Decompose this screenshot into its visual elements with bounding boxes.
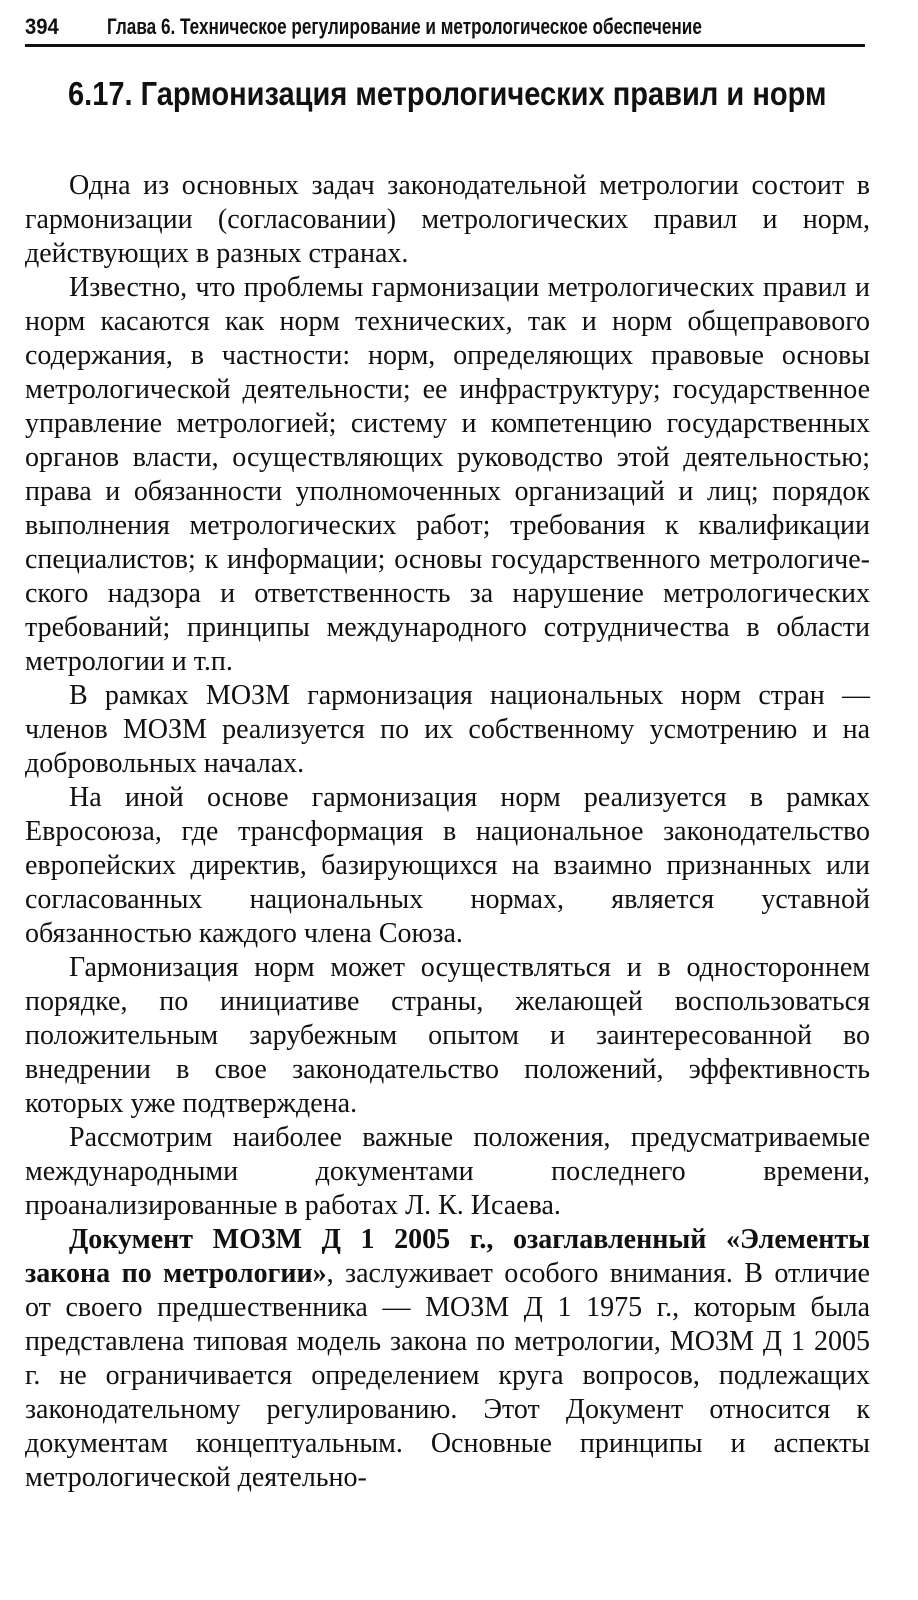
paragraph xyxy=(25,1223,870,1495)
paragraph: Известно, что проблемы гармонизации метрологических правил и норм касаются как норм технических, так и норм общеправового содержания, в частности: норм, определяющих правовые основы метрологической деятельности; ее инфраструктуру; государственное управление метрологией; систему и компетенцию государственных органов власти, осуществляющих руководство этой деятельностью; права и обязанности уполномоченных организаций и лиц; порядок выполнения метрологических работ; требования к квалификации специалистов; к информации; основы государственного метрологического надзора и ответственность за нарушение метрологических требований; принципы международного сотрудничества в области метрологии и т.п. xyxy=(25,272,870,677)
document-reference-bold: Документ МОЗМ Д 1 2005 г., озаглавленный «Элементы закона по метрологии» xyxy=(25,1224,870,1289)
body-text xyxy=(25,169,870,1495)
page-number: 394 xyxy=(25,14,59,39)
section-title: 6.17. Гармонизация метрологических правил и норм xyxy=(68,75,827,112)
paragraph-text: , заслуживает особого внимания. В отличие от своего предшественника — МОЗМ Д 1 1975 г., которым была представлена типовая модель закона по метрологии, МОЗМ Д 1 2005 г. не ограничивается определением круга вопросов, подлежащих законодательному регулированию. Этот Документ относится к документам концептуальным. Основные принципы и аспекты метрологической деятельно- xyxy=(25,1258,870,1493)
paragraph: На иной основе гармонизация норм реализуется в рамках Евросоюза, где трансформация в национальное законодательство европейских директив, базирующихся на взаимно признанных или согласованных национальных нормах, является уставной обязанностью каждого члена Союза. xyxy=(25,782,870,949)
running-header xyxy=(25,10,865,47)
paragraph: Гармонизация норм может осуществляться и в одностороннем порядке, по инициативе страны, желающей воспользоваться положительным зарубежным опытом и заинтересованной во внедрении в свое законодательство положений, эффективность которых уже подтверждена. xyxy=(25,952,870,1119)
paragraph: Рассмотрим наиболее важные положения, предусматриваемые международными документами последнего времени, проанализированные в работах Л. К. Исаева. xyxy=(25,1122,870,1221)
chapter-title: Глава 6. Техническое регулирование и метрологическое обеспечение xyxy=(107,14,702,39)
paragraph: Одна из основных задач законодательной метрологии состоит в гармонизации (согласовании) метрологических правил и норм, действующих в разных странах. xyxy=(25,170,870,269)
paragraph: В рамках МОЗМ гармонизация национальных норм стран — членов МОЗМ реализуется по их собственному усмотрению и на добровольных началах. xyxy=(25,680,870,779)
